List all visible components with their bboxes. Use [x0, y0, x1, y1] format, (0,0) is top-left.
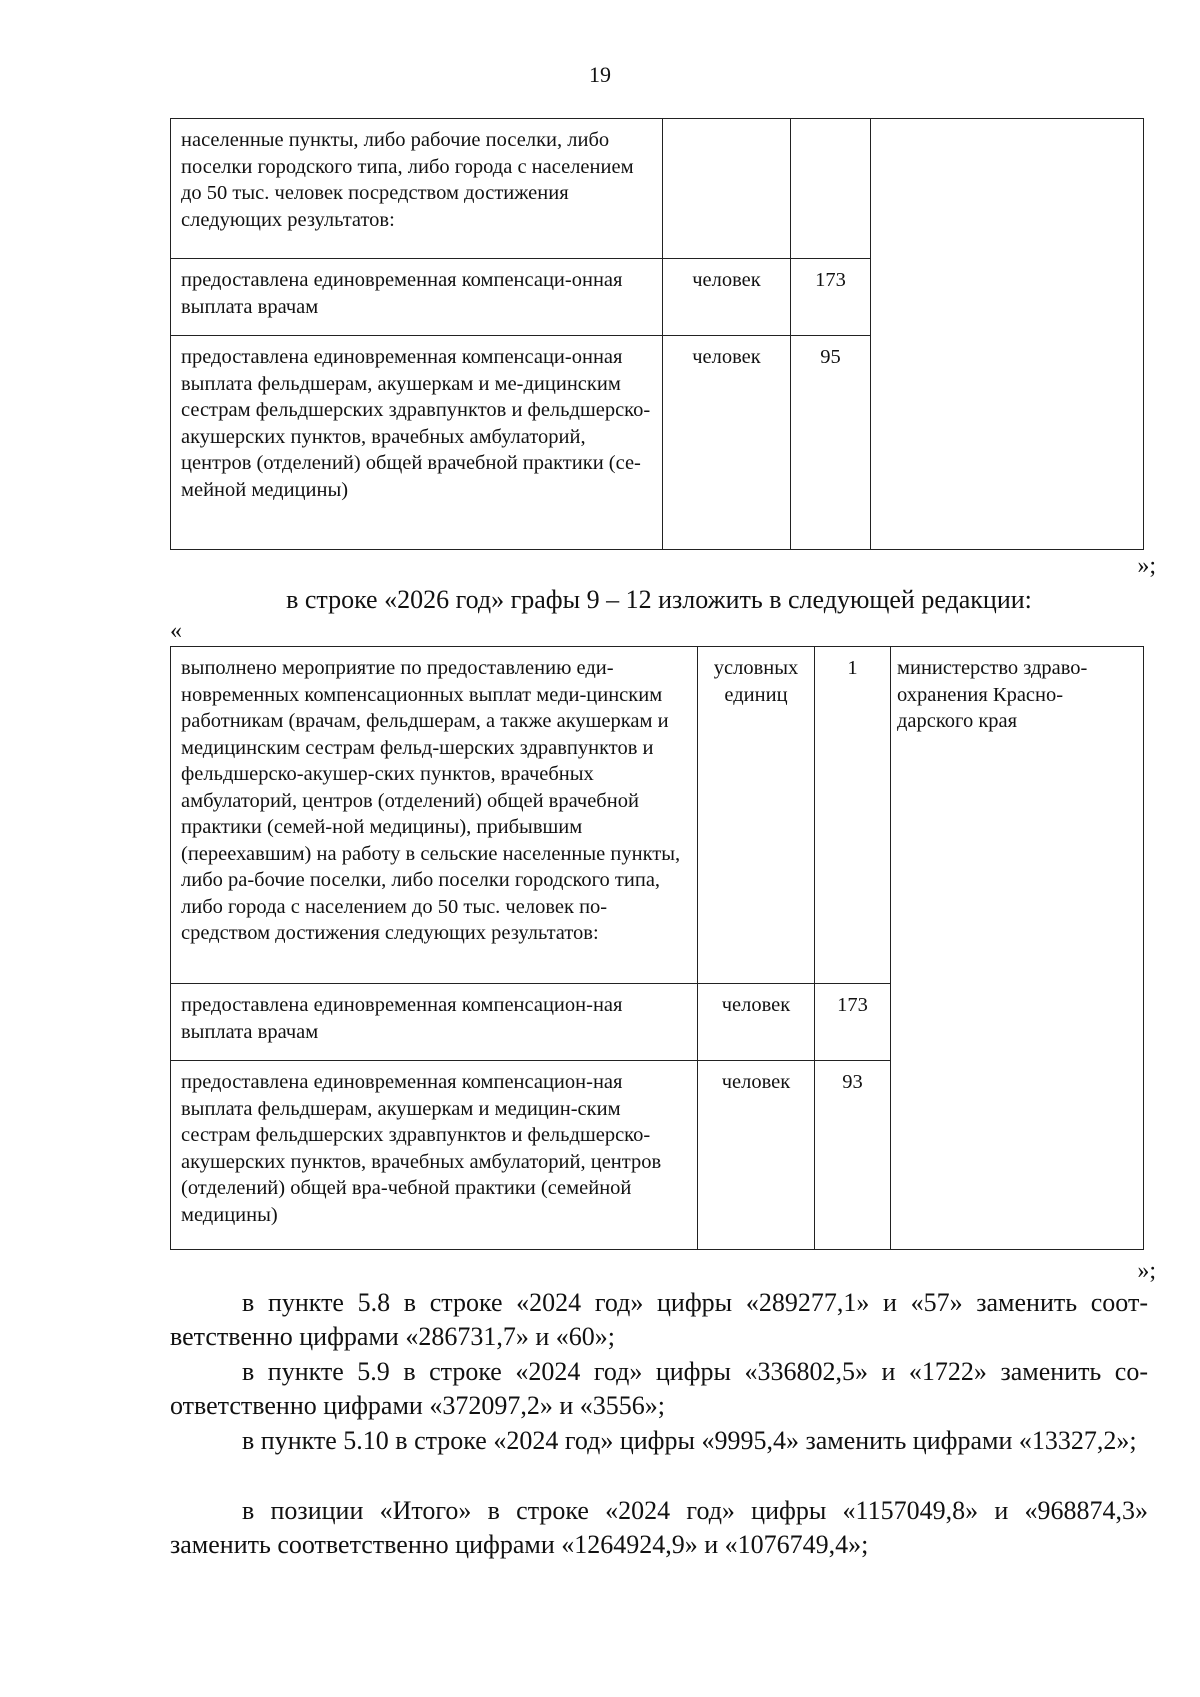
table-cell-unit: человек [663, 259, 791, 336]
paragraph: в позиции «Итого» в строке «2024 год» цифры «1157049,8» и «968874,3» заменить соответственно цифрами «1264924,9» и «1076749,4»; [170, 1496, 1148, 1559]
table-row [171, 119, 1144, 259]
table-cell-description: предоставлена единовременная компенсацион-ная выплата врачам [171, 984, 698, 1061]
continuation-table [170, 118, 1144, 550]
table-cell-description: населенные пункты, либо рабочие поселки, либо поселки городского типа, либо города с населением до 50 тыс. человек посредством достижения следующих результатов: [171, 119, 663, 259]
table-cell-value: 1 [815, 647, 891, 984]
closing-quote: »; [1137, 553, 1156, 579]
new-edition-table [170, 646, 1144, 1250]
table-cell-unit: условных единиц [698, 647, 815, 984]
instruction-line: в строке «2026 год» графы 9 – 12 изложить в следующей редакции: [286, 585, 1032, 614]
table-cell-responsible [871, 119, 1144, 550]
paragraph: в пункте 5.10 в строке «2024 год» цифры «9995,4» заменить цифрами «13327,2»; [242, 1426, 1137, 1455]
table-cell-unit: человек [698, 984, 815, 1061]
table-cell-description: предоставлена единовременная компенсаци-онная выплата врачам [171, 259, 663, 336]
table-cell-responsible: министерство здраво-охранения Красно-дарского края [891, 647, 1144, 1250]
table-cell-value: 173 [791, 259, 871, 336]
opening-quote: « [170, 618, 182, 644]
table-row [171, 647, 1144, 984]
table-cell-unit [663, 119, 791, 259]
table-cell-value: 173 [815, 984, 891, 1061]
table-cell-value: 93 [815, 1061, 891, 1250]
table-cell-description: выполнено мероприятие по предоставлению еди-новременных компенсационных выплат меди-цинским работникам (врачам, фельдшерам, а также акушеркам и медицинским сестрам фельд-шерских здравпунктов и фельдшерско-акушер-ских пунктов, врачебных амбулаторий, центров (отделений) общей врачебной практики (семей-ной медицины), прибывшим (переехавшим) на работу в сельские населенные пункты, либо ра-бочие поселки, либо поселки городского типа, либо города с населением до 50 тыс. человек по-средством достижения следующих результатов: [171, 647, 698, 984]
table-cell-unit: человек [698, 1061, 815, 1250]
table-cell-description: предоставлена единовременная компенсаци-онная выплата фельдшерам, акушеркам и ме-дицинским сестрам фельдшерских здравпунктов и фельдшерско-акушерских пунктов, врачебных амбулаторий, центров (отделений) общей врачебной практики (се-мейной медицины) [171, 336, 663, 550]
table-cell-unit: человек [663, 336, 791, 550]
table-cell-value [791, 119, 871, 259]
paragraph: в пункте 5.9 в строке «2024 год» цифры «336802,5» и «1722» заменить со-ответственно цифрами «372097,2» и «3556»; [170, 1357, 1148, 1420]
table-cell-value: 95 [791, 336, 871, 550]
closing-quote: »; [1137, 1258, 1156, 1284]
paragraph: в пункте 5.8 в строке «2024 год» цифры «289277,1» и «57» заменить соот-ветственно цифрами «286731,7» и «60»; [170, 1288, 1148, 1351]
page-number: 19 [589, 62, 611, 87]
table-cell-description: предоставлена единовременная компенсацион-ная выплата фельдшерам, акушеркам и медицин-ским сестрам фельдшерских здравпунктов и фельдшерско-акушерских пунктов, врачебных амбулаторий, центров (отделений) общей вра-чебной практики (семейной медицины) [171, 1061, 698, 1250]
